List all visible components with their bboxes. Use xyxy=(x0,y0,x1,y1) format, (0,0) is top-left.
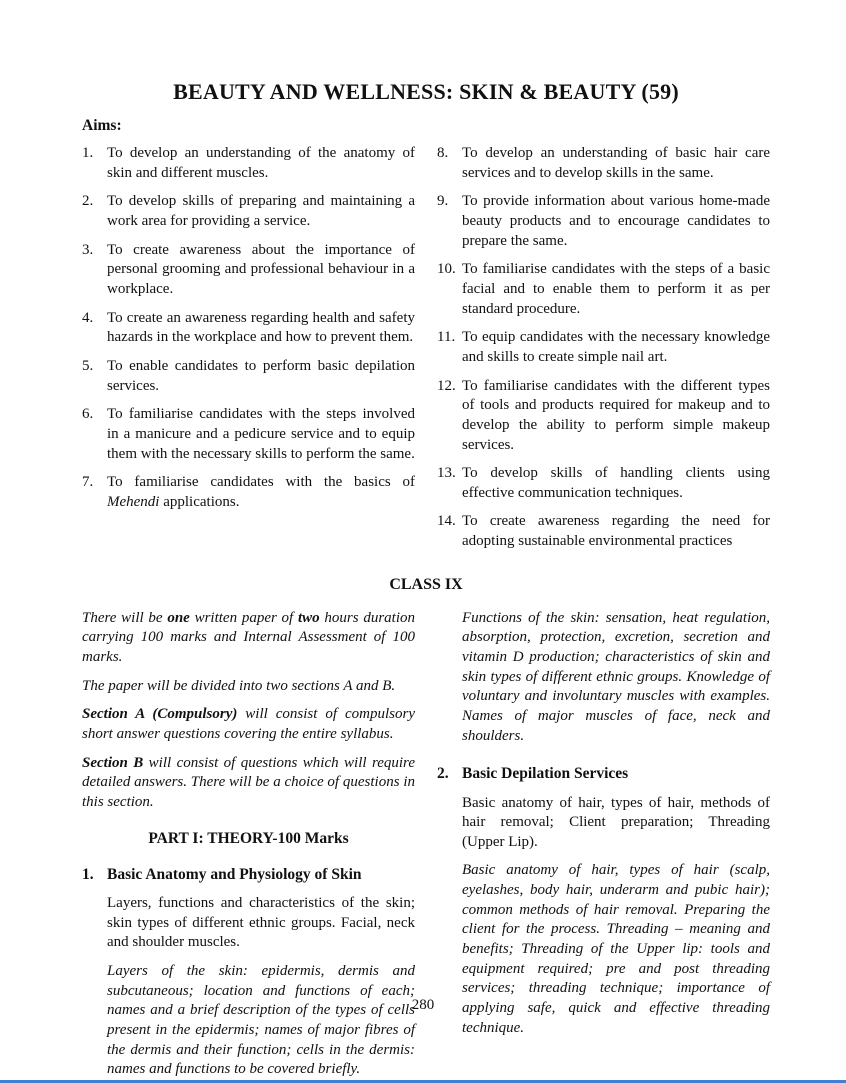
topic-paragraph: Basic anatomy of hair, types of hair, methods of hair removal; Client preparation; Threading (Upper Lip). xyxy=(462,794,770,850)
aim-item xyxy=(437,464,770,503)
aim-item xyxy=(82,405,415,464)
class-ix-heading: CLASS IX xyxy=(389,575,463,593)
aim-number: 10. xyxy=(437,261,456,278)
aims-heading: Aims: xyxy=(82,117,122,135)
exam-intro-paragraph: Section B will consist of questions which will require detailed answers. There will be a choice of questions in this section. xyxy=(82,754,415,810)
aim-number: 14. xyxy=(437,513,456,530)
aim-text: To familiarise candidates with the basics of Mehendi applications. xyxy=(107,474,415,510)
topic-1-heading xyxy=(82,865,415,885)
page-number: 280 xyxy=(411,997,435,1013)
topic-number: 2. xyxy=(437,765,449,783)
aim-text: To develop skills of handling clients using effective communication techniques. xyxy=(462,465,770,501)
topic-paragraph: Basic anatomy of hair, types of hair (scalp, eyelashes, body hair, underarm and pubic hair); common methods of hair removal. Preparing the client for the process. Threading – meaning and benefits; Threading of the Upper lip: tools and equipment required; pre and post threading services; threading technique; importance of applying safe, quick and effective threading technique. xyxy=(462,862,770,1036)
aim-number: 1. xyxy=(82,145,94,162)
aim-text: To create awareness about the importance of personal grooming and professional behaviour in a workplace. xyxy=(107,241,415,298)
exam-intro-paragraph: The paper will be divided into two sections A and B. xyxy=(82,677,396,694)
aim-number: 3. xyxy=(82,241,94,258)
aims-column-right xyxy=(437,135,770,552)
aim-item xyxy=(437,260,770,319)
aim-item xyxy=(437,328,770,367)
topic-number: 1. xyxy=(82,865,94,883)
aim-number: 12. xyxy=(437,377,456,394)
exam-intro-paragraph: There will be one written paper of two hours duration carrying 100 marks and Internal Assessment of 100 marks. xyxy=(82,609,415,665)
aim-number: 13. xyxy=(437,465,456,482)
aim-text: To enable candidates to perform basic depilation services. xyxy=(107,357,415,394)
aim-item xyxy=(82,241,415,300)
topic-1 xyxy=(82,865,415,1080)
part1-heading: PART I: THEORY-100 Marks xyxy=(148,830,349,848)
exam-intro-paragraph: Section A (Compulsory) will consist of compulsory short answer questions covering the entire syllabus. xyxy=(82,706,415,742)
aim-number: 8. xyxy=(437,145,449,162)
topic-paragraph: Layers, functions and characteristics of the skin; skin types of different ethnic groups. Facial, neck and shoulder muscles. xyxy=(107,895,415,951)
aim-item xyxy=(437,192,770,251)
aim-item xyxy=(437,377,770,456)
topic-1-continuation-paragraph: Functions of the skin: sensation, heat regulation, absorption, protection, excretion, secretion and vitamin D production; characteristics of skin and skin types of different ethnic groups. Knowledge of voluntary and involuntary muscles with examples. Names of major muscles of face, neck and shoulders. xyxy=(462,609,770,744)
aim-item xyxy=(82,192,415,231)
aims-columns xyxy=(82,135,770,552)
topic-title: Basic Depilation Services xyxy=(462,765,629,783)
aim-number: 6. xyxy=(82,406,94,423)
aim-text: To provide information about various home-made beauty products and to encourage candidates to prepare the same. xyxy=(462,193,770,249)
aims-column-left xyxy=(82,135,415,552)
topic-2-heading xyxy=(437,764,770,784)
aim-text: To develop an understanding of the anatomy of skin and different muscles. xyxy=(107,145,415,181)
aim-item xyxy=(82,144,415,183)
aim-text: To familiarise candidates with the steps of a basic facial and to enable them to perform it as per standard procedure. xyxy=(462,261,770,317)
aim-number: 2. xyxy=(82,193,94,210)
aim-item xyxy=(82,473,415,512)
aim-item xyxy=(437,512,770,551)
aim-text: To create an awareness regarding health and safety hazards in the workplace and how to prevent them. xyxy=(107,309,415,346)
aim-item xyxy=(82,357,415,396)
aim-number: 5. xyxy=(82,357,94,374)
aim-number: 11. xyxy=(437,329,456,346)
topic-paragraph: Layers of the skin: epidermis, dermis and subcutaneous; location and functions of each; names and a brief description of the types of cells present in the epidermis; names of major fibres of the dermis and their function; cells in the dermis: names and functions to be covered briefly. xyxy=(107,963,415,1078)
aim-text: To create awareness regarding the need for adopting sustainable environmental practices xyxy=(462,513,770,550)
aim-text: To develop an understanding of basic hair care services and to develop skills in the same. xyxy=(462,145,770,181)
aim-text: To familiarise candidates with the different types of tools and products required for makeup and to develop the ability to perform simple makeup services. xyxy=(462,377,770,453)
aim-number: 7. xyxy=(82,474,94,491)
aim-item xyxy=(82,309,415,348)
aim-number: 4. xyxy=(82,309,94,326)
document-title: BEAUTY AND WELLNESS: SKIN & BEAUTY (59) xyxy=(173,79,679,104)
aim-text: To familiarise candidates with the steps involved in a manicure and a pedicure service and to equip them with the necessary skills to perform the same. xyxy=(107,406,415,462)
aim-text: To develop skills of preparing and maintaining a work area for providing a service. xyxy=(107,193,415,230)
aim-item xyxy=(437,144,770,183)
topic-title: Basic Anatomy and Physiology of Skin xyxy=(107,865,362,883)
aim-text: To equip candidates with the necessary knowledge and skills to create simple nail art. xyxy=(462,329,770,365)
aim-number: 9. xyxy=(437,193,449,210)
page-content xyxy=(82,80,770,1080)
